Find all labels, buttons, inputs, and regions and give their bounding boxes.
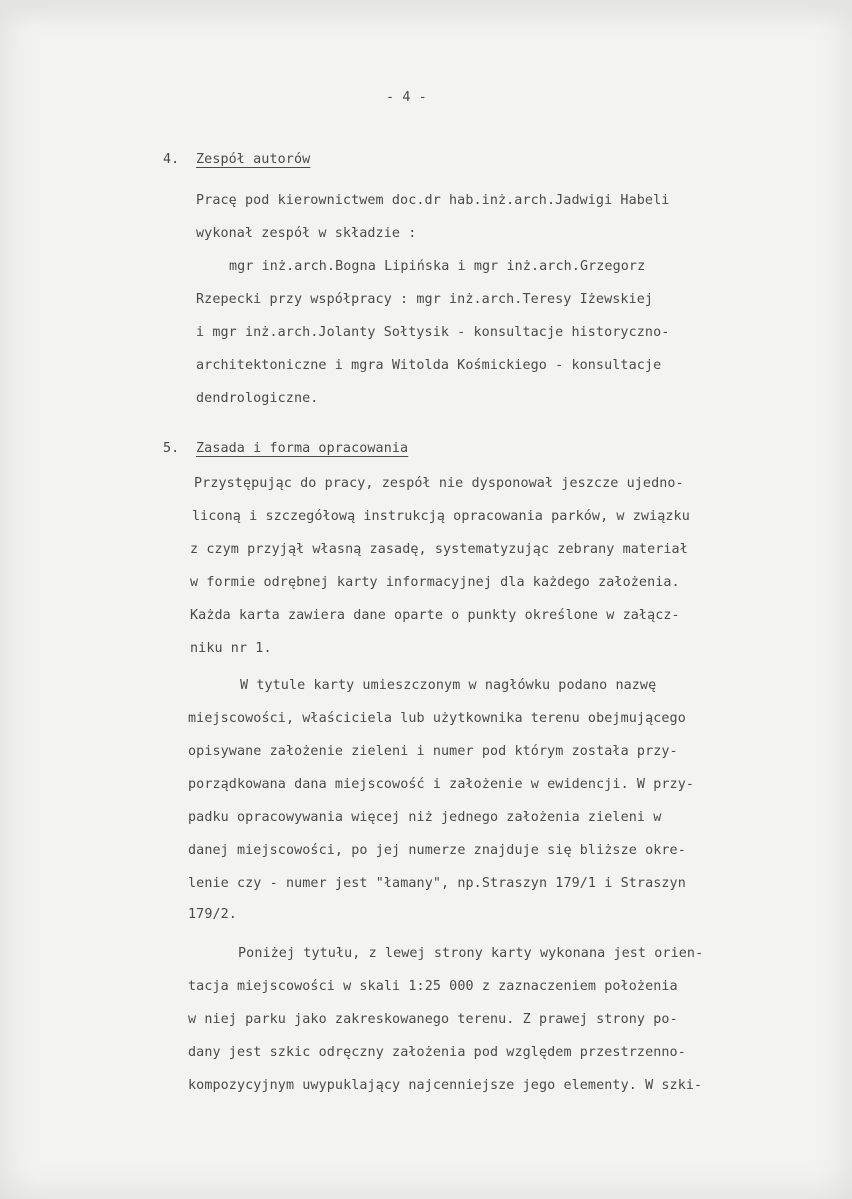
text-line: w formie odrębnej karty informacyjnej dla każdego założenia. xyxy=(190,575,680,590)
section-5-heading xyxy=(163,440,408,458)
text-line: w niej parku jako zakreskowanego terenu. Z prawej strony po- xyxy=(188,1012,678,1027)
section-5-title: Zasada i forma opracowania xyxy=(196,441,409,456)
text-line: i mgr inż.arch.Jolanty Sołtysik - konsultacje historyczno- xyxy=(196,325,670,340)
text-line: 179/2. xyxy=(188,907,237,922)
section-4-heading xyxy=(163,151,310,169)
text-line: dany jest szkic odręczny założenia pod względem przestrzenno- xyxy=(188,1045,686,1060)
section-4-title: Zespół autorów xyxy=(196,152,311,167)
text-line: architektoniczne i mgra Witolda Kośmickiego - konsultacje xyxy=(196,358,662,373)
text-line: tacja miejscowości w skali 1:25 000 z zaznaczeniem położenia xyxy=(188,979,678,994)
text-line: miejscowości, właściciela lub użytkownika terenu obejmującego xyxy=(188,711,686,726)
section-4-number: 4. xyxy=(163,152,180,167)
text-line: mgr inż.arch.Bogna Lipińska i mgr inż.arch.Grzegorz xyxy=(229,259,646,274)
text-line: lenie czy - numer jest "łamany", np.Straszyn 179/1 i Straszyn xyxy=(188,876,686,891)
text-line: kompozycyjnym uwypuklający najcenniejsze jego elementy. W szki- xyxy=(188,1078,703,1093)
page-number: - 4 - xyxy=(386,90,427,105)
text-line: wykonał zespół w składzie : xyxy=(196,226,417,241)
text-line: padku opracowywania więcej niż jednego założenia zieleni w xyxy=(188,810,662,825)
text-line: Pracę pod kierownictwem doc.dr hab.inż.arch.Jadwigi Habeli xyxy=(196,193,670,208)
text-line: Przystępując do pracy, zespół nie dysponował jeszcze ujedno- xyxy=(194,476,684,491)
text-line: liconą i szczegółową instrukcją opracowania parków, w związku xyxy=(192,509,690,524)
text-line: danej miejscowości, po jej numerze znajduje się bliższe okre- xyxy=(188,843,686,858)
text-line: z czym przyjął własną zasadę, systematyzując zebrany materiał xyxy=(190,542,688,557)
text-line: Rzepecki przy współpracy : mgr inż.arch.Teresy Iżewskiej xyxy=(196,292,654,307)
text-line: porządkowana dana miejscowość i założenie w ewidencji. W przy- xyxy=(188,777,695,792)
text-line: Poniżej tytułu, z lewej strony karty wykonana jest orien- xyxy=(238,946,704,961)
text-line: opisywane założenie zieleni i numer pod którym została przy- xyxy=(188,744,678,759)
text-line: dendrologiczne. xyxy=(196,391,319,406)
text-line: W tytule karty umieszczonym w nagłówku podano nazwę xyxy=(240,678,657,693)
text-line: Każda karta zawiera dane oparte o punkty określone w załącz- xyxy=(190,608,680,623)
text-line: niku nr 1. xyxy=(190,641,272,656)
section-5-number: 5. xyxy=(163,441,180,456)
